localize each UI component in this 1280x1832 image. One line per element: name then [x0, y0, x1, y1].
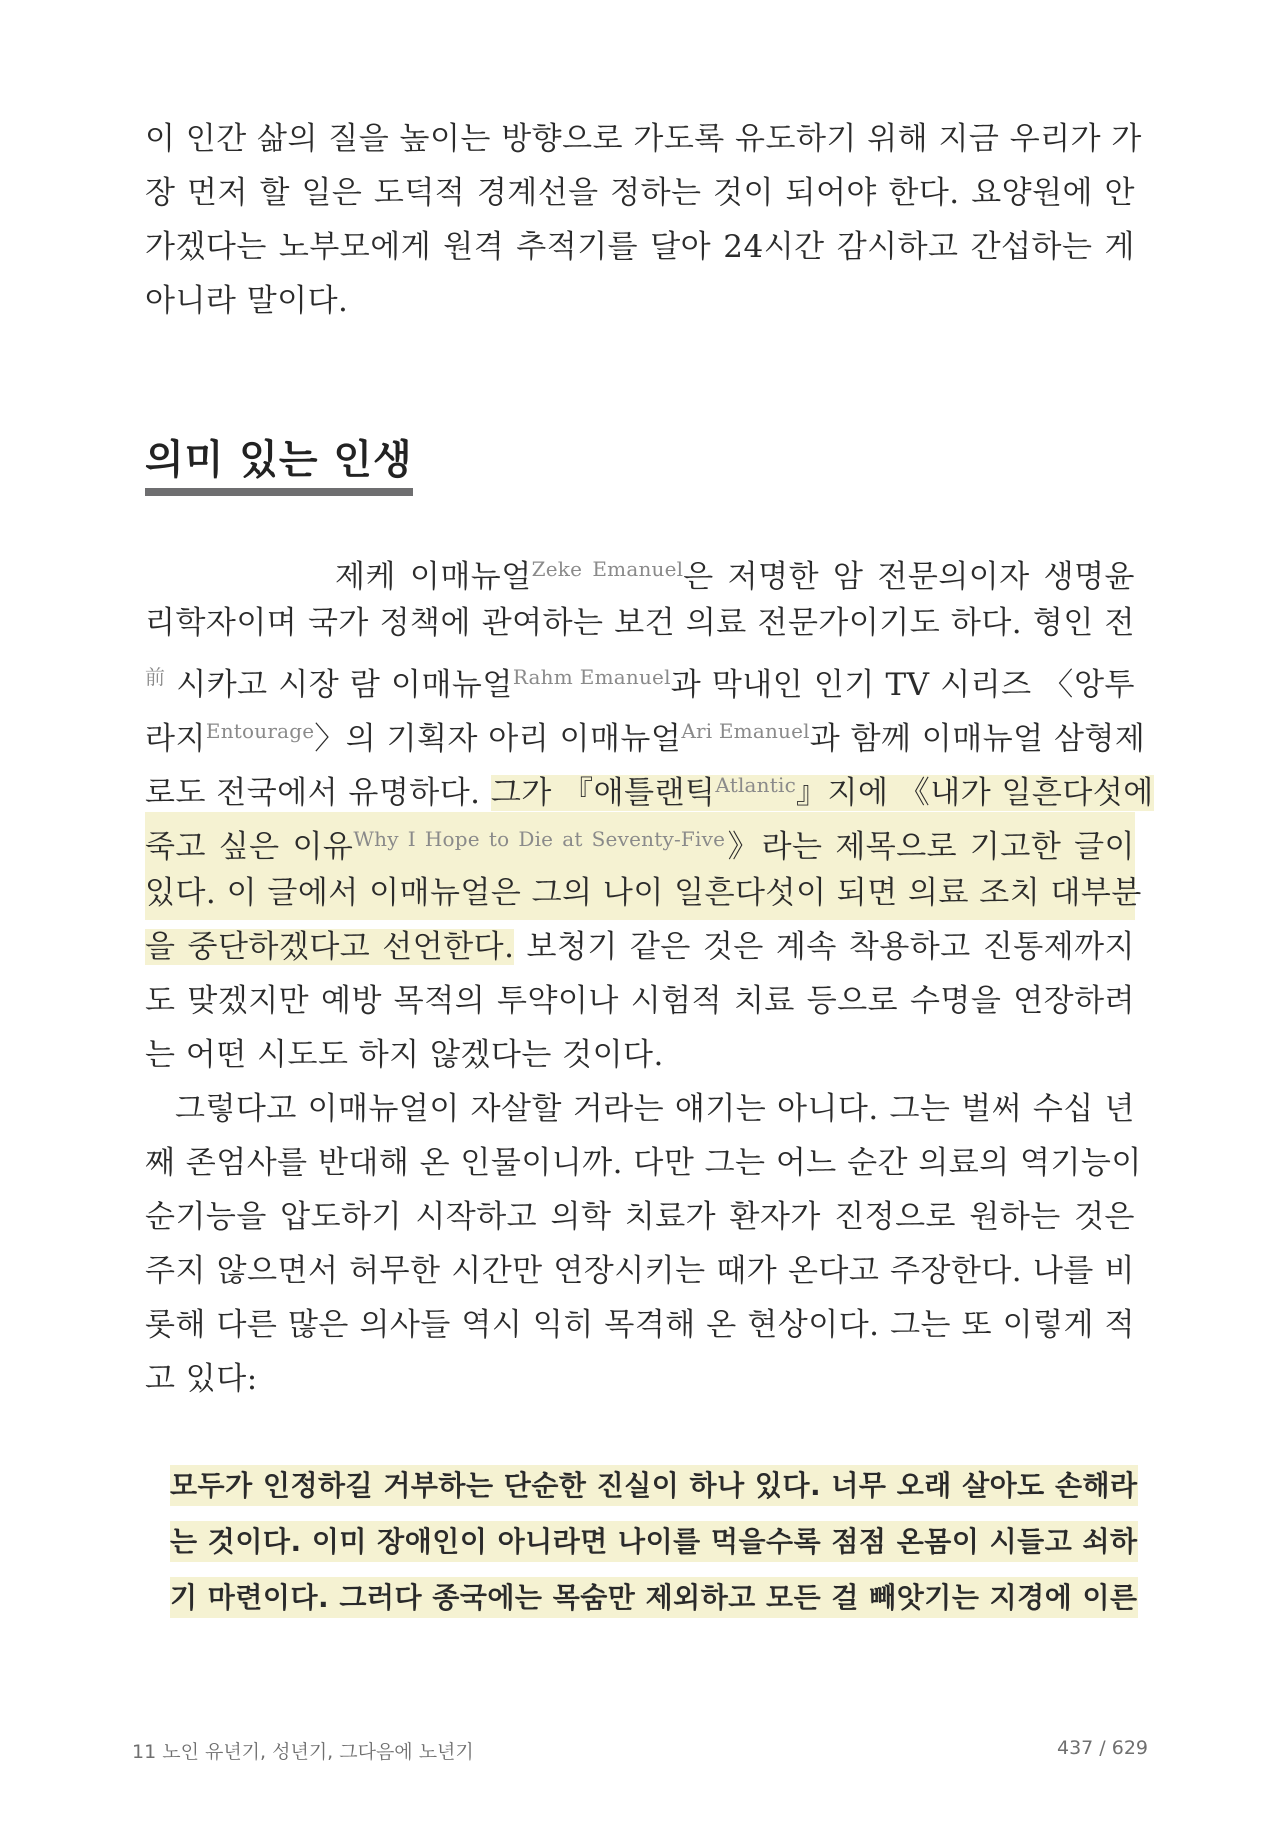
section-title: 의미 있는 인생 — [145, 437, 413, 483]
text-span: 라지 — [145, 721, 206, 757]
text-line: 롯해 다른 많은 의사들 역시 익히 목격해 온 현상이다. 그는 또 이렇게 적 — [145, 1307, 1135, 1343]
text-line: 아니라 말이다. — [145, 283, 349, 319]
highlighted-text[interactable]: 는 것이다. 이미 장애인이 아니라면 나이를 먹을수록 점점 온몸이 시들고 쇠하 — [170, 1521, 1138, 1562]
block-quote — [170, 1458, 1138, 1626]
text-span: 시카고 시장 람 이매뉴얼 — [165, 667, 513, 703]
original-name-note: Entourage — [205, 719, 315, 743]
text-span: 은 저명한 암 전문의이자 생명윤 — [683, 559, 1136, 595]
highlighted-text[interactable]: 을 중단하겠다고 선언한다. — [145, 929, 515, 965]
original-name-note: Ari Emanuel — [681, 719, 810, 743]
original-name-note: Rahm Emanuel — [512, 665, 671, 689]
text-span: 제케 이매뉴얼 — [335, 559, 532, 595]
text-line: 주지 않으면서 허무한 시간만 연장시키는 때가 온다고 주장한다. 나를 비 — [145, 1253, 1135, 1289]
text-line: 이 인간 삶의 질을 높이는 방향으로 가도록 유도하기 위해 지금 우리가 가 — [145, 121, 1142, 157]
highlighted-text[interactable]: 모두가 인정하길 거부하는 단순한 진실이 하나 있다. 너무 오래 살아도 손해라 — [170, 1465, 1138, 1506]
original-title-note: Why I Hope to Die at Seventy-Five — [353, 827, 726, 851]
text-line — [145, 542, 1135, 596]
text-line: 도 맞겠지만 예방 목적의 투약이나 시험적 치료 등으로 수명을 연장하려 — [145, 983, 1135, 1019]
hanja-note: 前 — [145, 665, 166, 689]
text-span: 〉의 기획자 아리 이매뉴얼 — [314, 721, 682, 757]
quote-line — [170, 1514, 1138, 1570]
original-name-note: Zeke Emanuel — [531, 557, 684, 581]
highlighted-text[interactable] — [491, 775, 1154, 811]
section-heading — [145, 432, 413, 496]
heading-underline — [145, 488, 413, 496]
quote-line — [170, 1458, 1138, 1514]
paragraph-top — [145, 112, 1142, 328]
text-span: 》라는 제목으로 기고한 글이 — [725, 829, 1136, 865]
text-span: 보청기 같은 것은 계속 착용하고 진통제까지 — [514, 929, 1135, 965]
text-line — [145, 758, 1154, 812]
chapter-title: 11 노인 유년기, 성년기, 그다음에 노년기 — [132, 1741, 474, 1763]
text-line — [145, 650, 1135, 704]
text-line: 가겠다는 노부모에게 원격 추적기를 달아 24시간 감시하고 간섭하는 게 — [145, 229, 1135, 265]
page-indicator: 437 / 629 — [1056, 1737, 1148, 1759]
text-span: 로도 전국에서 유명하다. — [145, 775, 491, 811]
text-span: 그가 『애틀랜틱 — [490, 775, 716, 811]
paragraph-emanuel — [145, 542, 1154, 1082]
highlighted-line[interactable]: 있다. 이 글에서 이매뉴얼은 그의 나이 일흔다섯이 되면 의료 조치 대부분 — [145, 866, 1135, 920]
text-span: 과 막내인 인기 TV 시리즈 〈앙투 — [670, 667, 1135, 703]
text-span: 』지에 《내가 일흔다섯에 — [796, 775, 1154, 811]
highlighted-text[interactable]: 기 마련이다. 그러다 종국에는 목숨만 제외하고 모든 걸 빼앗기는 지경에 이른 — [170, 1577, 1138, 1618]
text-line — [145, 704, 1146, 758]
text-line — [145, 920, 1135, 974]
paragraph-second — [145, 1082, 1142, 1406]
text-span: 과 함께 이매뉴얼 삼형제 — [809, 721, 1146, 757]
text-line: 째 존엄사를 반대해 온 인물이니까. 다만 그는 어느 순간 의료의 역기능이 — [145, 1145, 1142, 1181]
text-line: 고 있다: — [145, 1361, 258, 1397]
text-line: 순기능을 압도하기 시작하고 의학 치료가 환자가 진정으로 원하는 것은 — [145, 1199, 1135, 1235]
text-line: 그렇다고 이매뉴얼이 자살할 거라는 얘기는 아니다. 그는 벌써 수십 년 — [175, 1091, 1135, 1127]
highlighted-line[interactable] — [145, 812, 1135, 866]
text-line: 장 먼저 할 일은 도덕적 경계선을 정하는 것이 되어야 한다. 요양원에 안 — [145, 175, 1135, 211]
text-line: 는 어떤 시도도 하지 않겠다는 것이다. — [145, 1037, 664, 1073]
original-name-note: Atlantic — [715, 773, 796, 797]
text-span: 죽고 싶은 이유 — [145, 829, 354, 865]
text-line: 리학자이며 국가 정책에 관여하는 보건 의료 전문가이기도 하다. 형인 전 — [145, 605, 1135, 641]
quote-line — [170, 1570, 1138, 1626]
